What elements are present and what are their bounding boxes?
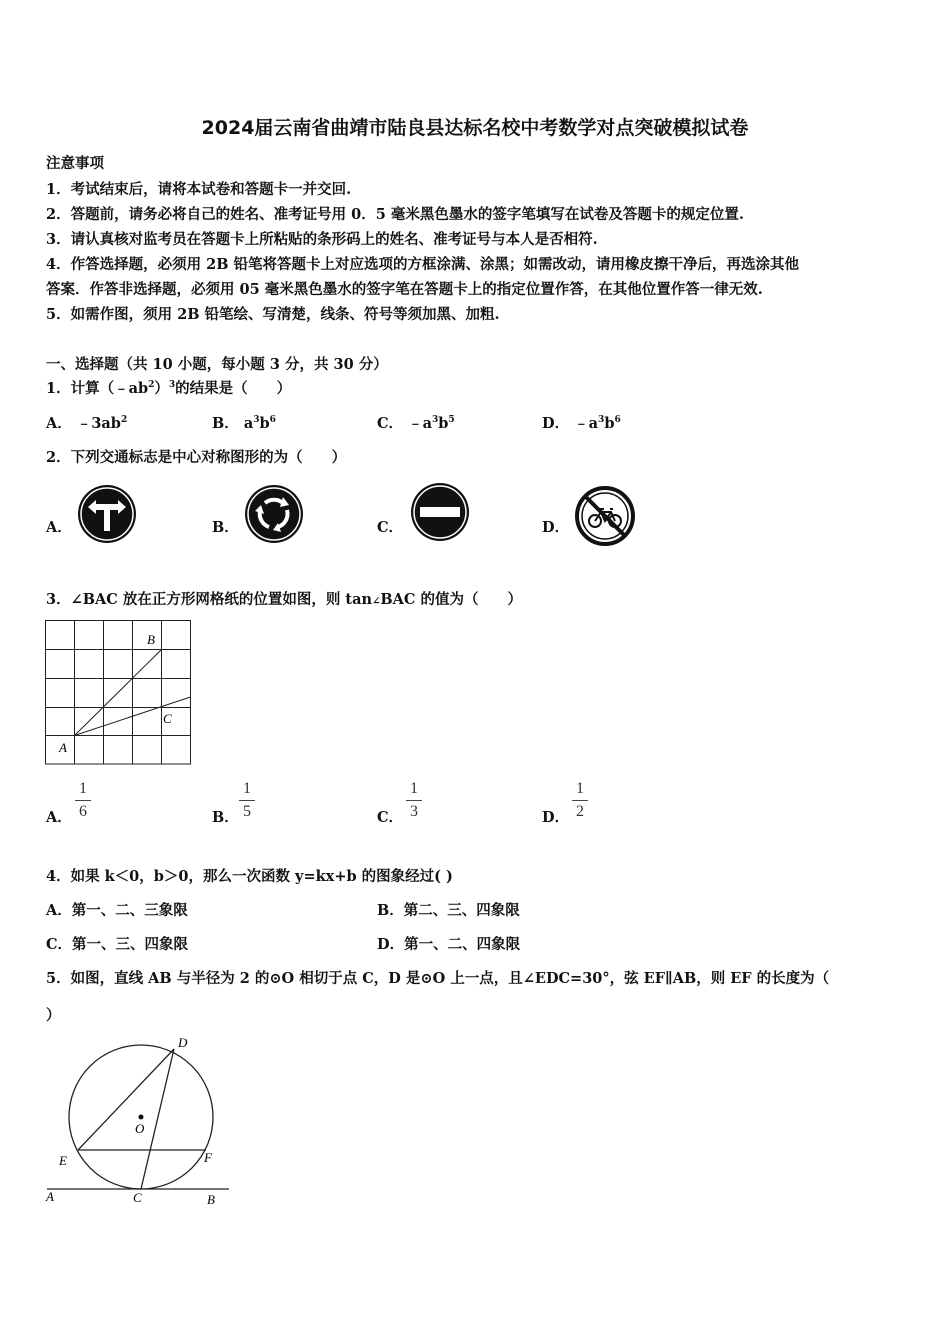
q2-option-b-label[interactable]: B． [212, 519, 239, 536]
point-label-o: O [135, 1121, 145, 1136]
q4-option-c[interactable]: C．第一、三、四象限 [46, 936, 189, 953]
no-entry-sign-icon[interactable] [409, 481, 471, 543]
question-5-stem-continuation: ） [46, 1007, 61, 1024]
question-2-stem: 2．下列交通标志是中心对称图形的为（ ） [46, 449, 347, 466]
question-5-stem: 5．如图，直线 AB 与半径为 2 的⊙O 相切于点 C，D 是⊙O 上一点，且∠EDC=30°，弦 EF∥AB，则 EF 的长度为（ [46, 970, 830, 987]
point-label-a: A [46, 1189, 54, 1204]
q4-option-d[interactable]: D．第一、二、四象限 [377, 936, 521, 953]
q2-option-a-label[interactable]: A． [46, 519, 72, 536]
q1-option-d[interactable]: D． $﹣a^3b^6$ [542, 415, 621, 432]
q4-option-b[interactable]: B．第二、三、四象限 [377, 902, 520, 919]
point-label-d: D [178, 1035, 188, 1050]
point-label-a: A [59, 740, 67, 755]
notice-item: 3．请认真核对监考员在答题卡上所粘贴的条形码上的姓名、准考证号与本人是否相符. [46, 231, 598, 248]
point-label-f: F [204, 1150, 212, 1165]
point-label-c: C [133, 1190, 142, 1205]
q4-option-a[interactable]: A．第一、二、三象限 [46, 902, 188, 919]
q3-option-b-fraction: 1 5 [237, 779, 257, 822]
point-label-b: B [147, 632, 155, 647]
notice-item: 4．作答选择题，必须用 2B 铅笔将答题卡上对应选项的方框涂满、涂黑；如需改动，请用橡皮擦干净后，再选涂其他 [46, 256, 800, 273]
question-4-stem: 4．如果 k＜0，b＞0，那么一次函数 y=kx+b 的图象经过( ) [46, 868, 453, 885]
q2-option-d-label[interactable]: D． [542, 519, 570, 536]
q1-option-b[interactable]: B． $a^3b^6$ [212, 415, 276, 432]
question-1-stem: 1．计算$(﹣ab^2)^3$的结果是（ ） [46, 380, 292, 397]
q3-option-d-label[interactable]: D． [542, 809, 570, 826]
notice-item: 2．答题前，请务必将自己的姓名、准考证号用 0．5 毫米黑色墨水的签字笔填写在试卷及答题卡的规定位置. [46, 206, 744, 223]
question-3-stem: 3．∠BAC 放在正方形网格纸的位置如图，则 tan∠BAC 的值为（ ） [46, 591, 523, 608]
roundabout-sign-icon[interactable] [243, 483, 305, 545]
turn-left-or-right-sign-icon[interactable] [76, 483, 138, 545]
notice-item: 1．考试结束后，请将本试卷和答题卡一并交回. [46, 181, 352, 198]
notice-item: 5．如需作图，须用 2B 铅笔绘、写清楚，线条、符号等须加黑、加粗. [46, 306, 500, 323]
page-title: 2024届云南省曲靖市陆良县达标名校中考数学对点突破模拟试卷 [201, 117, 749, 139]
point-label-b: B [207, 1192, 215, 1207]
q1-option-c[interactable]: C． $﹣a^3b^5$ [377, 415, 455, 432]
circle-tangent-figure [44, 1030, 234, 1210]
q3-option-c-label[interactable]: C． [377, 809, 404, 826]
point-label-c: C [163, 711, 172, 726]
q3-option-c-fraction: 1 3 [404, 779, 424, 822]
section-heading: 一、选择题（共 10 小题，每小题 3 分，共 30 分） [46, 356, 388, 373]
q2-option-c-label[interactable]: C． [377, 519, 404, 536]
q3-option-d-fraction: 1 2 [570, 779, 590, 822]
q3-option-a-fraction: 1 6 [73, 779, 93, 822]
q1-option-a[interactable]: A． $﹣3ab^2$ [46, 415, 128, 432]
notice-heading: 注意事项 [46, 155, 104, 172]
q3-option-a-label[interactable]: A． [46, 809, 72, 826]
notice-item: 答案．作答非选择题，必须用 05 毫米黑色墨水的签字笔在答题卡上的指定位置作答，在其他位置作答一律无效. [46, 281, 763, 298]
point-label-e: E [59, 1153, 67, 1168]
grid-angle-figure [44, 619, 194, 767]
q3-option-b-label[interactable]: B． [212, 809, 239, 826]
no-bicycles-sign-icon[interactable] [574, 485, 636, 547]
